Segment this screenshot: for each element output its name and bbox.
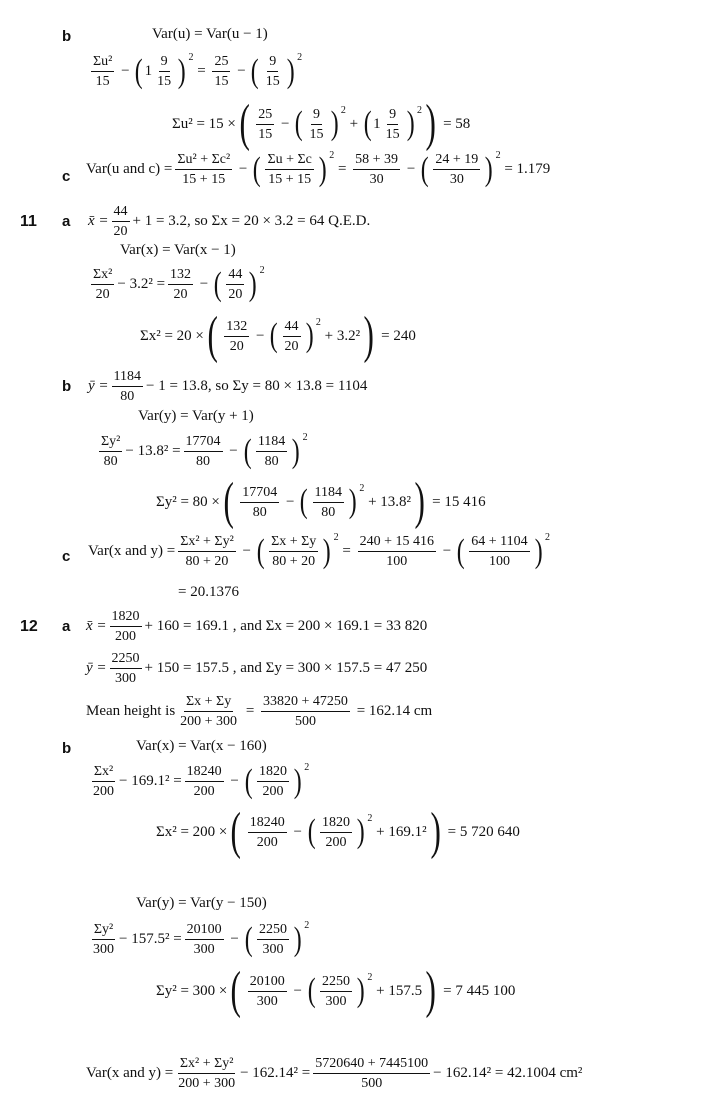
part-label-b: b	[62, 28, 72, 45]
numerator: 9	[387, 105, 398, 125]
numerator: 1184	[112, 367, 143, 387]
numerator: Σy²	[99, 432, 122, 452]
fraction	[308, 105, 326, 144]
denominator: 300	[115, 671, 137, 686]
denominator: 15 + 15	[268, 172, 312, 187]
numerator: Σx + Σy	[184, 692, 233, 712]
mixed-whole: 1	[373, 115, 381, 132]
equation-result: = 5 720 640	[447, 823, 520, 840]
equation-text: Mean height is	[86, 703, 176, 719]
fraction	[257, 920, 289, 959]
denominator: 15	[265, 74, 280, 89]
equation-mean-x	[86, 607, 427, 646]
equation-lhs: Var(u and c) =	[86, 161, 173, 177]
equation-x-squared: $\frac{\text{Σx²}}{200}$ − 169.1² = $\frac{18240}{200}$ − ( $\frac{1820}{200}$ ) 2	[93, 762, 310, 800]
denominator: 15	[95, 74, 110, 89]
fraction	[168, 265, 193, 304]
numerator: 44	[226, 265, 244, 285]
equation-text: + 160 = 169.1 , and Σx = 200 × 169.1 = 33 820	[144, 618, 428, 634]
denominator: 20	[229, 338, 244, 354]
numerator: 18240	[185, 762, 224, 782]
denominator: 20	[173, 287, 188, 302]
equation-mean-x	[88, 202, 370, 241]
denominator: 20	[284, 338, 299, 354]
equation-text: Var(y) = Var(y − 150)	[136, 895, 267, 911]
equation-y-squared: $\frac{\text{Σy²}}{80}$ − 13.8² = $\frac{17704}{80}$ − ( $\frac{1184}{80}$ ) 2	[101, 432, 308, 470]
denominator: 15	[309, 126, 324, 142]
numerator: 25	[256, 105, 274, 125]
equation-text: − 162.14² =	[240, 1065, 311, 1081]
denominator: 80	[120, 389, 135, 404]
fraction	[257, 762, 289, 801]
denominator: 80 + 20	[272, 554, 316, 569]
equation-result: = 7 445 100	[443, 982, 516, 999]
numerator: 1820	[110, 607, 142, 627]
equation-y-squared: $\frac{\text{Σy²}}{300}$ − 157.5² = $\frac{20100}{300}$ − ( $\frac{2250}{300}$ ) 2	[93, 920, 310, 958]
equation-result: = 162.14 cm	[356, 703, 433, 719]
numerator: 24 + 19	[433, 150, 480, 170]
denominator: 500	[294, 714, 316, 729]
denominator: 15	[385, 126, 400, 142]
numerator: Σx²	[91, 265, 114, 285]
question-number-12: 12	[20, 618, 38, 635]
numerator: 17704	[240, 483, 279, 503]
equation-var-x-and-y: Var(x and y) = $\frac{\text{Σx² + Σy²}}{80 + 20}$ − ( $\frac{\Sigma x + \Sigma y}{80 + 20}$ ) 2 = $\frac{240 + 15 416}{100}$ − ( $\frac{64 + 1104}{100}$ ) 2	[88, 532, 550, 570]
denominator: 15	[214, 74, 229, 89]
fraction	[175, 150, 232, 189]
equation-var-u	[152, 26, 268, 43]
part-label-b: b	[62, 378, 72, 395]
fraction	[185, 920, 224, 959]
fraction	[256, 105, 274, 144]
fraction	[433, 150, 480, 189]
denominator: 80	[196, 454, 211, 469]
numerator: 58 + 39	[353, 150, 400, 170]
denominator: 80 + 20	[185, 554, 229, 569]
denominator: 200 + 300	[180, 714, 238, 729]
fraction	[469, 532, 529, 571]
numerator: 240 + 15 416	[358, 532, 436, 552]
denominator: 200	[93, 784, 114, 799]
equation-text: + 13.8²	[368, 493, 412, 510]
equation-result-line	[178, 584, 239, 601]
equation-var-x	[136, 738, 267, 755]
numerator: 20100	[248, 972, 287, 992]
equation-result: = 240	[381, 327, 416, 344]
question-number-11: 11	[20, 213, 37, 230]
fraction	[264, 52, 282, 91]
fraction	[176, 1054, 237, 1093]
equation-lhs: Var(x and y) =	[88, 543, 176, 559]
fraction	[283, 317, 301, 356]
equation-lhs: Σy² = 80 ×	[156, 493, 220, 510]
equation-u-squared: $\frac{\text{Σu²}}{15}$ − ( 1 $\frac{9}{15}$ ) 2 = $\frac{25}{15}$ − ( $\frac{9}{15}$ ) 2	[93, 52, 303, 90]
denominator: 80	[252, 504, 267, 520]
fraction	[91, 52, 114, 91]
numerator: 20100	[185, 920, 224, 940]
fraction	[313, 1054, 430, 1093]
fraction	[320, 972, 352, 1011]
equation-result: = 20.1376	[178, 584, 239, 600]
numerator: 5720640 + 7445100	[313, 1054, 430, 1074]
equation-var-y	[136, 895, 267, 912]
denominator: 20	[113, 224, 128, 239]
denominator: 15	[157, 74, 172, 89]
numerator: 2250	[110, 649, 142, 669]
fraction	[91, 762, 116, 801]
numerator: 132	[224, 317, 249, 337]
mixed-whole: 1	[144, 63, 153, 79]
numerator: 2250	[257, 920, 289, 940]
part-label-a: a	[62, 213, 71, 230]
equation-text: + 157.5	[376, 982, 423, 999]
part-label-c: c	[62, 168, 71, 185]
equation-text: Var(u) = Var(u − 1)	[152, 26, 268, 42]
equation-sum-x-squared: Σx² = 200 × ( $\frac{18240}{200}$ − ( $\frac{1820}{200}$ ) 2 + 169.1² ) = 5 720 640	[156, 803, 520, 860]
equation-text: Var(y) = Var(y + 1)	[138, 408, 254, 424]
numerator: 18240	[248, 813, 287, 833]
fraction	[226, 265, 244, 304]
equation-lhs: Σx² = 200 ×	[156, 823, 228, 840]
numerator: 9	[159, 52, 170, 72]
fraction	[320, 813, 352, 852]
numerator: 33820 + 47250	[261, 692, 350, 712]
fraction	[212, 52, 230, 91]
part-label-b: b	[62, 740, 72, 757]
numerator: Σy²	[92, 920, 115, 940]
denominator: 300	[256, 993, 278, 1009]
equation-text: − 169.1² =	[119, 773, 182, 789]
fraction	[353, 150, 400, 189]
denominator: 200	[325, 834, 347, 850]
fraction	[110, 607, 142, 646]
part-label-a: a	[62, 618, 71, 635]
numerator: 1184	[256, 432, 287, 452]
denominator: 100	[488, 554, 510, 569]
numerator: 17704	[184, 432, 223, 452]
equation-var-u-and-c: Var(u and c) = $\frac{\text{Σu² + Σc²}}{15 + 15}$ − ( $\frac{\Sigma u + \Sigma c}{15 + 15}$ ) 2 = $\frac{58 + 39}{30}$ − ( $\frac{24 + 19}{30}$ ) 2 = 1.179	[86, 150, 551, 188]
denominator: 300	[325, 993, 347, 1009]
fraction	[185, 762, 224, 801]
equation-x-squared: $\frac{\text{Σx²}}{20}$ − 3.2² = $\frac{132}{20}$ − ( $\frac{44}{20}$ ) 2	[93, 265, 265, 303]
fraction	[110, 649, 142, 688]
numerator: 44	[283, 317, 301, 337]
equation-lhs: ȳ =	[86, 660, 107, 676]
denominator: 300	[193, 942, 215, 957]
fraction	[112, 367, 143, 406]
numerator: Σu + Σc	[265, 150, 313, 170]
equation-result: = 15 416	[432, 493, 486, 510]
numerator: 132	[168, 265, 193, 285]
denominator: 80	[321, 504, 336, 520]
equation-result: − 162.14² = 42.1004 cm²	[433, 1065, 583, 1081]
fraction	[248, 972, 287, 1011]
fraction	[91, 920, 116, 959]
denominator: 200	[115, 629, 137, 644]
equation-text: + 150 = 157.5 , and Σy = 300 × 157.5 = 47 250	[144, 660, 428, 676]
equation-result: = 58	[443, 115, 471, 132]
fraction	[248, 813, 287, 852]
equation-result: = 1.179	[504, 161, 551, 177]
denominator: 300	[93, 942, 114, 957]
numerator: 1184	[313, 483, 344, 503]
equation-text: Var(x) = Var(x − 1)	[120, 242, 236, 258]
part-label-c: c	[62, 548, 71, 565]
denominator: 20	[228, 287, 243, 302]
fraction	[184, 432, 223, 471]
equation-text: + 1 = 3.2, so Σx = 20 × 3.2 = 64 Q.E.D.	[132, 213, 371, 229]
fraction	[91, 265, 114, 304]
numerator: Σu² + Σc²	[175, 150, 232, 170]
fraction	[261, 692, 350, 731]
equation-mean-y	[86, 649, 427, 688]
equation-sum-y-squared: Σy² = 80 × ( $\frac{17704}{80}$ − ( $\frac{1184}{80}$ ) 2 + 13.8² ) = 15 416	[156, 473, 486, 530]
fraction	[256, 432, 287, 471]
fraction	[155, 52, 173, 91]
denominator: 15	[258, 126, 273, 142]
equation-lhs: x̄ =	[86, 618, 107, 634]
numerator: Σx² + Σy²	[178, 1054, 236, 1074]
equation-sum-y-squared: Σy² = 300 × ( $\frac{20100}{300}$ − ( $\frac{2250}{300}$ ) 2 + 157.5 ) = 7 445 100	[156, 962, 516, 1019]
denominator: 15 + 15	[182, 172, 226, 187]
fraction	[358, 532, 436, 571]
fraction	[265, 150, 313, 189]
equation-text: − 1 = 13.8, so Σy = 80 × 13.8 = 1104	[146, 378, 368, 394]
fraction	[112, 202, 130, 241]
numerator: 44	[112, 202, 130, 222]
denominator: 100	[386, 554, 408, 569]
equation-lhs: Σu² = 15 ×	[172, 115, 236, 132]
fraction	[240, 483, 279, 522]
equation-sum-x-squared: Σx² = 20 × ( $\frac{132}{20}$ − ( $\frac{44}{20}$ ) 2 + 3.2² ) = 240	[140, 307, 416, 364]
equation-text: − 157.5² =	[119, 931, 182, 947]
numerator: 1820	[257, 762, 289, 782]
numerator: 9	[267, 52, 278, 72]
equation-lhs: Σx² = 20 ×	[140, 327, 204, 344]
fraction	[178, 692, 239, 731]
fraction	[384, 105, 402, 144]
equation-lhs: ȳ =	[88, 378, 109, 394]
denominator: 200 + 300	[178, 1076, 236, 1091]
equation-mean-y	[88, 367, 367, 406]
denominator: 200	[262, 784, 284, 799]
fraction	[178, 532, 236, 571]
equation-text: + 169.1²	[376, 823, 427, 840]
equation-lhs: Var(x and y) =	[86, 1065, 174, 1081]
equation-lhs: Σy² = 300 ×	[156, 982, 228, 999]
equation-var-x-and-y	[86, 1054, 582, 1093]
denominator: 80	[264, 454, 279, 469]
numerator: 1820	[320, 813, 352, 833]
equation-sum-u-squared: Σu² = 15 × ( $\frac{25}{15}$ − ( $\frac{9}{15}$ ) 2 + ( 1 $\frac{9}{15}$ ) 2 ) = 58	[172, 95, 471, 152]
equation-text: + 3.2²	[324, 327, 361, 344]
numerator: 25	[212, 52, 230, 72]
equation-text: Var(x) = Var(x − 160)	[136, 738, 267, 754]
numerator: 2250	[320, 972, 352, 992]
fraction	[269, 532, 318, 571]
denominator: 200	[256, 834, 278, 850]
denominator: 30	[369, 172, 384, 187]
denominator: 200	[193, 784, 215, 799]
numerator: Σx + Σy	[269, 532, 318, 552]
numerator: 9	[311, 105, 322, 125]
numerator: Σu²	[91, 52, 114, 72]
denominator: 80	[103, 454, 118, 469]
equation-lhs: x̄ =	[88, 213, 109, 229]
denominator: 30	[449, 172, 464, 187]
equation-text: − 3.2² =	[117, 276, 166, 292]
fraction	[99, 432, 122, 471]
numerator: Σx² + Σy²	[178, 532, 236, 552]
denominator: 300	[262, 942, 284, 957]
numerator: 64 + 1104	[469, 532, 529, 552]
equation-mean-height: Mean height is $\frac{\Sigma x + \Sigma y}{200 + 300}$ = $\frac{33820 + 47250}{500}$ = 162.14 cm	[86, 694, 433, 729]
denominator: 500	[361, 1076, 383, 1091]
fraction	[313, 483, 344, 522]
equation-var-x	[120, 242, 236, 259]
denominator: 20	[95, 287, 110, 302]
equation-text: − 13.8² =	[125, 443, 181, 459]
fraction	[224, 317, 249, 356]
equation-var-y	[138, 408, 254, 425]
numerator: Σx²	[92, 762, 115, 782]
